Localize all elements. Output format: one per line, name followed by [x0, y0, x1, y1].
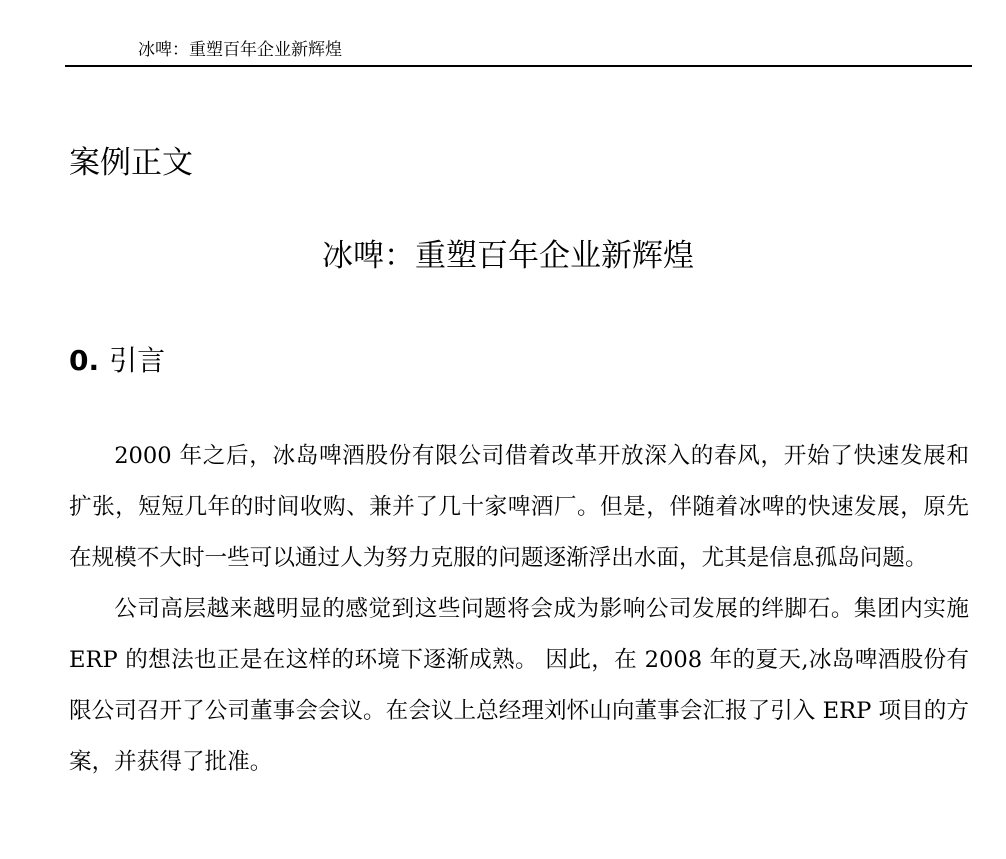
subsection-title: 引言: [109, 344, 166, 377]
running-header-title: 冰啤：重塑百年企业新辉煌: [138, 40, 342, 60]
subsection-heading: [69, 342, 165, 380]
paragraph: 2000 年之后，冰岛啤酒股份有限公司借着改革开放深入的春风，开始了快速发展和扩张，短短几年的时间收购、兼并了几十家啤酒厂。但是，伴随着冰啤的快速发展，原先在规模不大时一些可以通过人为努力克服的问题逐渐浮出水面，尤其是信息孤岛问题。: [69, 443, 969, 571]
section-heading: 案例正文: [69, 145, 193, 181]
document-title: 冰啤：重塑百年企业新辉煌: [322, 238, 694, 274]
subsection-number: 0.: [69, 344, 100, 377]
header-divider: [65, 65, 972, 67]
paragraph: 公司高层越来越明显的感觉到这些问题将会成为影响公司发展的绊脚石。集团内实施 ERP 的想法也正是在这样的环境下逐渐成熟。 因此，在 2008 年的夏天,冰岛啤酒股份有限公司召开了公司董事会会议。在会议上总经理刘怀山向董事会汇报了引入 ERP 项目的方案，并获得了批准。: [69, 596, 969, 775]
body-text: [69, 431, 969, 788]
